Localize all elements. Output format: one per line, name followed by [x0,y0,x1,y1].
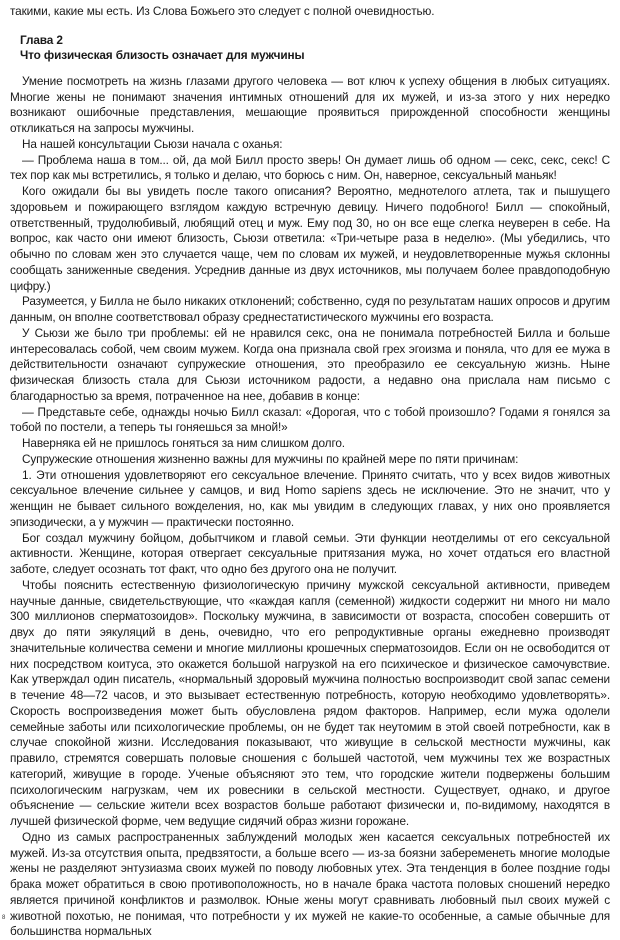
paragraph: Чтобы пояснить естественную физиологическую причину мужской сексуальной активности, приведем научные данные, свидетельствующие, что «каждая капля (семенной) жидкости содержит ни много ни мало 300 миллионов сперматозоидов». Поскольку мужчина, в зависимости от возраста, способен совершить от двух до пяти эякуляций в день, очевидно, что его репродуктивные органы ежедневно производят значительные количества семени и многие миллионы крошечных сперматозоидов. Если он не освободится от них посредством коитуса, это окажется большой нагрузкой на его психическое и физическое самочувствие. Как утверждал один писатель, «нормальный здоровый мужчина полностью воспроизводит свой запас семени в течение 48—72 часов, и это вызывает естественную потребность, которую необходимо удовлетворять». Скорость воспроизведения может быть обусловлена рядом факторов. Например, если мужа одолели семейные заботы или психологические проблемы, он не будет так неутомим в этой своей потребности, как в случае спокойной жизни. Исследования показывают, что живущие в сельской местности мужчины, как правило, стремятся совершать половые сношения с большей частотой, чем мужчины тех же возрастных категорий, живущие в городе. Ученые объясняют это тем, что городские жители подвержены большим психологическим нагрузкам, чем их ровесники в сельской местности. Существует, однако, и другое объяснение — сельские жители всех возрастов больше работают физически и, по-видимому, находятся в лучшей физической форме, чем ведущие сидячий образ жизни горожане. [10,577,610,828]
paragraph: — Представьте себе, однажды ночью Билл сказал: «Дорогая, что с тобой произошло? Годами я гонялся за тобой по постели, а теперь ты гоняешься за мной!» [10,404,610,435]
chapter-title: Что физическая близость означает для мужчины [20,48,305,63]
paragraph: Кого ожидали бы вы увидеть после такого описания? Вероятно, меднотелого атлета, так и пышущего здоровьем и пожирающего взглядом каждую встречную девицу. Ничего подобного! Билл — спокойный, ответственный, трудолюбивый, любящий отец и муж. Ему под 30, но он все еще слегка неуверен в себе. На вопрос, как часто они имеют близость, Сьюзи ответила: «Три-четыре раза в неделю». (Мы убедились, что обычно по словам жен это случается чаще, чем по словам их мужей, и неудовлетворенные мужья склонны сообщать заниженные сведения. Усреднив данные из двух источников, мы получаем более правдоподобную цифру.) [10,184,610,293]
chapter-number: Глава 2 [20,32,63,47]
paragraph: — Проблема наша в том... ой, да мой Билл просто зверь! Он думает лишь об одном — секс, секс, секс! С тех пор как мы встретились, я только и делаю, что борюсь с ним. Он, наверное, сексуальный маньяк! [10,152,610,183]
paragraph: Бог создал мужчину бойцом, добытчиком и главой семьи. Эти функции неотделимы от его сексуальной активности. Женщине, которая отвергает сексуальные притязания мужа, но хочет отдаться его властной заботе, следует осознать тот факт, что одно без другого она не получит. [10,530,610,576]
chapter-heading [20,33,610,64]
paragraph: Умение посмотреть на жизнь глазами другого человека — вот ключ к успеху общения в любых ситуациях. Многие жены не понимают значения интимных отношений для их мужей, и из-за этого у них нередко возникают ошибочные представления, мешающие проявиться прирожденной способности женщины откликаться на запросы мужчины. [10,73,610,135]
paragraph: У Сьюзи же было три проблемы: ей не нравился секс, она не понимала потребностей Билла и больше интересовалась собой, чем своим мужем. Когда она признала свой грех эгоизма и поняла, что для ее мужа в действительности означают супружеские отношения, это преобразило ее сексуальную жизнь. Ныне физическая близость стала для Сьюзи источником радости, а недавно она прислала нам письмо с благодарностью за время, потраченное на нее, добавив в конце: [10,325,610,403]
paragraph: Одно из самых распространенных заблуждений молодых жен касается сексуальных потребностей их мужей. Из-за отсутствия опыта, предвзятости, а больше всего — из-за боязни забеременеть многие молодые жены не разделяют энтузиазма своих мужей по поводу любовных утех. Эта тенденция в более поздние годы брака может обратиться в свою противоположность, но в начале брака частота половых сношений нередко является причиной конфликтов и размолвок. Юные жены могут сравнивать любовный пыл своих мужей с животной похотью, не понимая, что потребности у их мужей не какие-то особенные, а самые обычные для большинства нормальных [10,829,610,939]
intro-line: такими, какие мы есть. Из Слова Божьего это следует с полной очевидностью. [10,4,435,18]
paragraph: 1. Эти отношения удовлетворяют его сексуальное влечение. Принято считать, что у всех видов животных сексуальное влечение сильнее у самцов, и вид Homo sapiens здесь не исключение. Это не значит, что у женщин не бывает сильного вожделения, но, как мы увидим в следующих главах, у них оно проявляется эпизодически, а у мужчин — практически постоянно. [10,467,610,529]
paragraph: Наверняка ей не пришлось гоняться за ним слишком долго. [22,436,345,450]
paragraph: На нашей консультации Сьюзи начала с оханья: [22,136,283,151]
paragraph: Супружеские отношения жизненно важны для мужчины по крайней мере по пяти причинам: [22,451,519,466]
page-number: 8 [2,915,6,921]
paragraph: Разумеется, у Билла не было никаких отклонений; собственно, судя по результатам наших опросов и другим данным, он вполне соответствовал образу среднестатистического мужчины его возраста. [10,294,610,324]
